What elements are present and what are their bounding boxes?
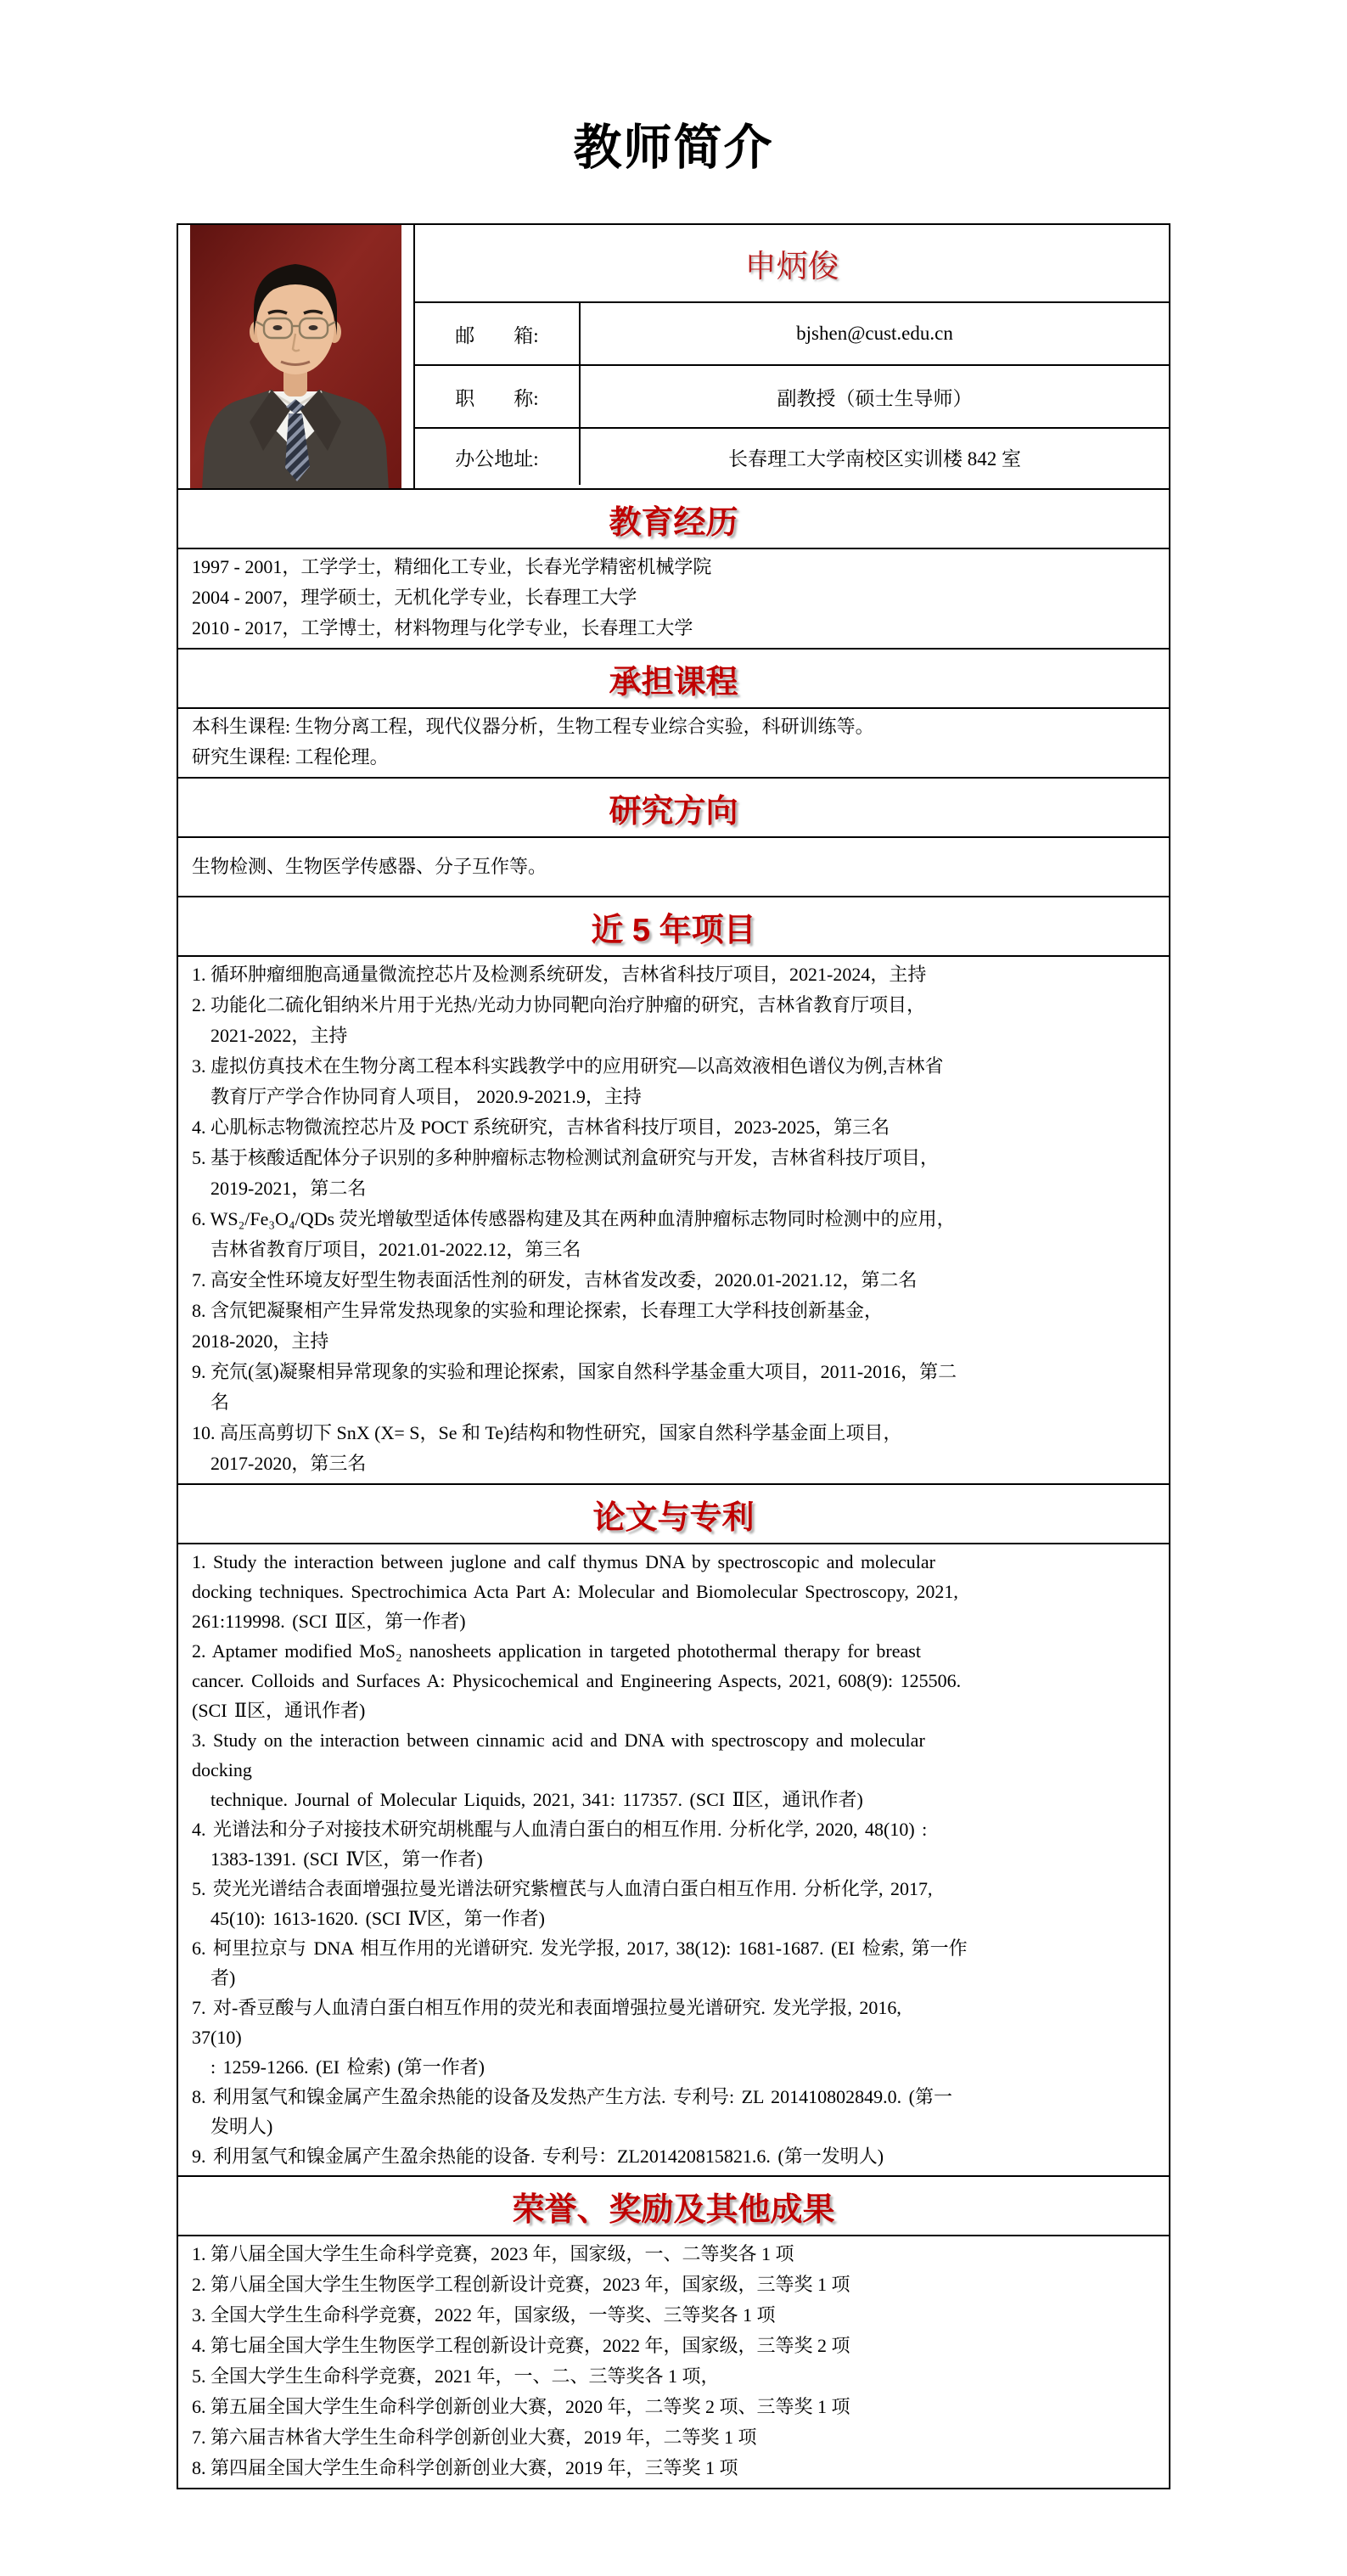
text-line: 生物检测、生物医学传感器、分子互作等。 bbox=[192, 856, 547, 877]
profile-info bbox=[415, 225, 1169, 488]
text-line: 研究生课程: 工程伦理。 bbox=[192, 746, 389, 768]
text-line: 2. Aptamer modified MoS₂ nanosheets application in targeted photothermal therapy for breast bbox=[192, 1640, 921, 1662]
text-line: 4. 第七届全国大学生生物医学工程创新设计竞赛，2022 年，国家级，三等奖 2 项 bbox=[192, 2335, 850, 2356]
title-value: 副教授（硕士生导师） bbox=[777, 387, 973, 409]
text-line: 3. 全国大学生生命科学竞赛，2022 年，国家级，一等奖、三等奖各 1 项 bbox=[192, 2304, 776, 2326]
profile-row bbox=[178, 225, 1169, 490]
text-line: 1. 第八届全国大学生生命科学竞赛，2023 年，国家级，一、二等奖各 1 项 bbox=[192, 2243, 794, 2264]
document-table bbox=[177, 223, 1170, 2489]
text-line: 2. 第八届全国大学生生物医学工程创新设计竞赛，2023 年，国家级，三等奖 1 项 bbox=[192, 2274, 850, 2295]
text-line: 8. 含氘钯凝聚相产生异常发热现象的实验和理论探索，长春理工大学科技创新基金， bbox=[192, 1300, 884, 1321]
text-line: 8. 利用氢气和镍金属产生盈余热能的设备及发热产生方法. 专利号: ZL 201410802849.0. (第一 bbox=[192, 2086, 953, 2107]
text-line: 2018-2020，主持 bbox=[192, 1330, 329, 1352]
teacher-name: 申炳俊 bbox=[415, 225, 1169, 303]
page-title: 教师简介 bbox=[573, 121, 774, 175]
text-line: 5. 全国大学生生命科学竞赛，2021 年，一、二、三等奖各 1 项， bbox=[192, 2365, 720, 2387]
text-line: 8. 第四届全国大学生生命科学创新创业大赛，2019 年，三等奖 1 项 bbox=[192, 2457, 738, 2478]
section-content-courses bbox=[178, 709, 1169, 779]
text-line: : 1259-1266. (EI 检索) (第一作者) bbox=[192, 2056, 485, 2078]
office-label: 办公地址: bbox=[415, 429, 581, 485]
email-value: bjshen@cust.edu.cn bbox=[796, 323, 953, 344]
text-line: 2017-2020，第三名 bbox=[192, 1453, 367, 1474]
text-line: 名 bbox=[192, 1392, 230, 1413]
text-line: 7. 第六届吉林省大学生生命科学创新创业大赛，2019 年，二等奖 1 项 bbox=[192, 2427, 757, 2448]
field-row-office bbox=[415, 429, 1169, 485]
section-heading-papers-patents: 论文与专利 bbox=[178, 1485, 1169, 1544]
section-content-education bbox=[178, 549, 1169, 650]
text-line: 教育厅产学合作协同育人项目， 2020.9-2021.9，主持 bbox=[192, 1086, 642, 1107]
text-line: 1383-1391. (SCI Ⅳ区，第一作者) bbox=[192, 1848, 483, 1870]
text-line: 5. 基于核酸适配体分子识别的多种肿瘤标志物检测试剂盒研究与开发，吉林省科技厅项目， bbox=[192, 1147, 940, 1168]
text-line: 1997 - 2001，工学学士，精细化工专业，长春光学精密机械学院 bbox=[192, 556, 712, 577]
text-line: cancer. Colloids and Surfaces A: Physicochemical and Engineering Aspects, 2021, 608(9): 125506. bbox=[192, 1670, 962, 1691]
text-line: 者) bbox=[192, 1967, 236, 1988]
text-line: docking bbox=[192, 1759, 252, 1780]
title-label: 职 称: bbox=[415, 366, 581, 427]
text-line: 2. 功能化二硫化钼纳米片用于光热/光动力协同靶向治疗肿瘤的研究，吉林省教育厅项目， bbox=[192, 994, 926, 1015]
text-line: 2010 - 2017，工学博士，材料物理与化学专业，长春理工大学 bbox=[192, 617, 693, 638]
text-line: 3. 虚拟仿真技术在生物分离工程本科实践教学中的应用研究—以高效液相色谱仪为例,吉林省 bbox=[192, 1055, 944, 1077]
text-line: 5. 荧光光谱结合表面增强拉曼光谱法研究紫檀芪与人血清白蛋白相互作用. 分析化学, 2017, bbox=[192, 1878, 933, 1899]
text-line: 6. 第五届全国大学生生命科学创新创业大赛，2020 年，二等奖 2 项、三等奖 1 项 bbox=[192, 2396, 850, 2417]
text-line: 2004 - 2007，理学硕士，无机化学专业，长春理工大学 bbox=[192, 587, 637, 608]
text-line: 吉林省教育厅项目，2021.01-2022.12，第三名 bbox=[192, 1239, 581, 1260]
section-content-papers-patents bbox=[178, 1544, 1169, 2177]
text-line: 2021-2022，主持 bbox=[192, 1025, 348, 1046]
text-line: 37(10) bbox=[192, 2027, 242, 2048]
section-heading-education: 教育经历 bbox=[178, 490, 1169, 549]
text-line: 9. 利用氢气和镍金属产生盈余热能的设备. 专利号：ZL201420815821.6. (第一发明人) bbox=[192, 2146, 884, 2167]
section-heading-honors: 荣誉、奖励及其他成果 bbox=[178, 2177, 1169, 2236]
text-line: 发明人) bbox=[192, 2116, 273, 2137]
text-line: 261:119998. (SCI Ⅱ区，第一作者) bbox=[192, 1611, 466, 1632]
field-row-title bbox=[415, 366, 1169, 429]
text-line: technique. Journal of Molecular Liquids, 2021, 341: 117357. (SCI Ⅱ区，通讯作者) bbox=[192, 1789, 863, 1810]
profile-photo-cell bbox=[178, 225, 415, 488]
text-line: 4. 光谱法和分子对接技术研究胡桃醌与人血清白蛋白的相互作用. 分析化学, 2020, 48(10) : bbox=[192, 1819, 928, 1840]
section-content-honors bbox=[178, 2236, 1169, 2488]
section-content-projects bbox=[178, 957, 1169, 1485]
text-line: 1. 循环肿瘤细胞高通量微流控芯片及检测系统研发，吉林省科技厅项目，2021-2024，主持 bbox=[192, 964, 927, 985]
text-line: 本科生课程: 生物分离工程，现代仪器分析，生物工程专业综合实验，科研训练等。 bbox=[192, 716, 874, 737]
section-heading-courses: 承担课程 bbox=[178, 650, 1169, 709]
text-line: 10. 高压高剪切下 SnX (X= S，Se 和 Te)结构和物性研究，国家自然科学基金面上项目， bbox=[192, 1422, 902, 1443]
text-line: 9. 充氘(氢)凝聚相异常现象的实验和理论探索，国家自然科学基金重大项目，2011-2016，第二 bbox=[192, 1361, 957, 1382]
section-heading-projects: 近 5 年项目 bbox=[178, 897, 1169, 957]
section-content-research bbox=[178, 838, 1169, 897]
text-line: 4. 心肌标志物微流控芯片及 POCT 系统研究，吉林省科技厅项目，2023-2025，第三名 bbox=[192, 1116, 890, 1138]
section-heading-research: 研究方向 bbox=[178, 779, 1169, 838]
text-line: 3. Study on the interaction between cinnamic acid and DNA with spectroscopy and molecular bbox=[192, 1730, 925, 1751]
field-row-email bbox=[415, 303, 1169, 366]
text-line: 7. 高安全性环境友好型生物表面活性剂的研发，吉林省发改委，2020.01-2021.12，第二名 bbox=[192, 1269, 918, 1291]
text-line: 45(10): 1613-1620. (SCI Ⅳ区，第一作者) bbox=[192, 1908, 545, 1929]
office-value: 长春理工大学南校区实训楼 842 室 bbox=[728, 447, 1021, 470]
text-line: (SCI Ⅱ区，通讯作者) bbox=[192, 1700, 366, 1721]
profile-photo bbox=[190, 225, 401, 488]
text-line: 6. 柯里拉京与 DNA 相互作用的光谱研究. 发光学报, 2017, 38(12): 1681-1687. (EI 检索, 第一作 bbox=[192, 1938, 968, 1959]
text-line: 2019-2021，第二名 bbox=[192, 1178, 367, 1199]
email-label: 邮 箱: bbox=[415, 303, 581, 364]
text-line: 1. Study the interaction between juglone and calf thymus DNA by spectroscopic and molecular bbox=[192, 1551, 935, 1572]
text-line: 7. 对-香豆酸与人血清白蛋白相互作用的荧光和表面增强拉曼光谱研究. 发光学报, 2016, bbox=[192, 1997, 901, 2018]
text-line: 6. WS₂/Fe₃O₄/QDs 荧光增敏型适体传感器构建及其在两种血清肿瘤标志物同时检测中的应用， bbox=[192, 1208, 956, 1229]
text-line: docking techniques. Spectrochimica Acta Part A: Molecular and Biomolecular Spectroscopy, 2021, bbox=[192, 1581, 958, 1602]
